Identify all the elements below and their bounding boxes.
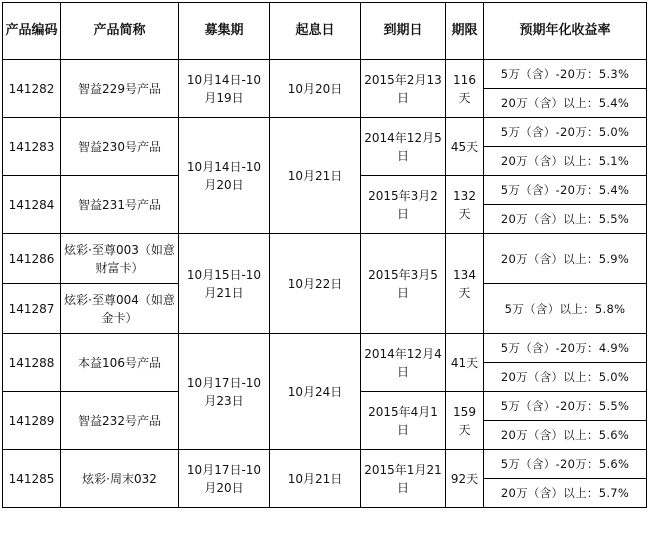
header-raise-period: 募集期	[179, 3, 270, 60]
rate-tier: 5万（含）-20万：5.0%	[484, 118, 647, 147]
term: 134天	[446, 234, 484, 334]
product-name: 炫彩·至尊003（如意财富卡）	[61, 234, 179, 284]
table-row	[3, 334, 647, 363]
product-code: 141284	[3, 176, 61, 234]
table-row	[3, 60, 647, 89]
table-row	[3, 450, 647, 479]
rate-tier: 20万（含）以上：5.9%	[484, 234, 647, 284]
due-date: 2015年2月13日	[361, 60, 446, 118]
start-date: 10月20日	[270, 60, 361, 118]
product-name: 智益229号产品	[61, 60, 179, 118]
raise-period: 10月17日-10月23日	[179, 334, 270, 450]
rate-tier: 5万（含）以上：5.8%	[484, 284, 647, 334]
due-date: 2015年4月1日	[361, 392, 446, 450]
raise-period: 10月14日-10月20日	[179, 118, 270, 234]
product-name: 智益231号产品	[61, 176, 179, 234]
term: 92天	[446, 450, 484, 508]
product-code: 141286	[3, 234, 61, 284]
start-date: 10月21日	[270, 450, 361, 508]
rate-tier: 20万（含）以上：5.4%	[484, 89, 647, 118]
due-date: 2015年3月5日	[361, 234, 446, 334]
rate-tier: 20万（含）以上：5.1%	[484, 147, 647, 176]
rate-tier: 5万（含）-20万：4.9%	[484, 334, 647, 363]
rate-tier: 20万（含）以上：5.0%	[484, 363, 647, 392]
product-code: 141289	[3, 392, 61, 450]
product-code: 141282	[3, 60, 61, 118]
start-date: 10月21日	[270, 118, 361, 234]
term: 45天	[446, 118, 484, 176]
rate-tier: 20万（含）以上：5.6%	[484, 421, 647, 450]
table-row	[3, 118, 647, 147]
product-name: 本益106号产品	[61, 334, 179, 392]
product-code: 141285	[3, 450, 61, 508]
header-row	[3, 3, 647, 60]
term: 116天	[446, 60, 484, 118]
raise-period: 10月15日-10月21日	[179, 234, 270, 334]
due-date: 2015年1月21日	[361, 450, 446, 508]
header-start-date: 起息日	[270, 3, 361, 60]
product-name: 智益232号产品	[61, 392, 179, 450]
header-code: 产品编码	[3, 3, 61, 60]
due-date: 2014年12月5日	[361, 118, 446, 176]
term: 132天	[446, 176, 484, 234]
term: 159天	[446, 392, 484, 450]
raise-period: 10月17日-10月20日	[179, 450, 270, 508]
product-name: 智益230号产品	[61, 118, 179, 176]
header-term: 期限	[446, 3, 484, 60]
table-row	[3, 234, 647, 284]
raise-period: 10月14日-10月19日	[179, 60, 270, 118]
rate-tier: 5万（含）-20万：5.5%	[484, 392, 647, 421]
start-date: 10月22日	[270, 234, 361, 334]
product-code: 141287	[3, 284, 61, 334]
due-date: 2014年12月4日	[361, 334, 446, 392]
product-code: 141288	[3, 334, 61, 392]
product-code: 141283	[3, 118, 61, 176]
rate-tier: 5万（含）-20万：5.4%	[484, 176, 647, 205]
header-due-date: 到期日	[361, 3, 446, 60]
product-name: 炫彩·周末032	[61, 450, 179, 508]
rate-tier: 20万（含）以上：5.7%	[484, 479, 647, 508]
product-table	[2, 2, 647, 508]
start-date: 10月24日	[270, 334, 361, 450]
header-name: 产品简称	[61, 3, 179, 60]
product-name: 炫彩·至尊004（如意金卡）	[61, 284, 179, 334]
term: 41天	[446, 334, 484, 392]
rate-tier: 20万（含）以上：5.5%	[484, 205, 647, 234]
rate-tier: 5万（含）-20万：5.3%	[484, 60, 647, 89]
rate-tier: 5万（含）-20万：5.6%	[484, 450, 647, 479]
header-rate: 预期年化收益率	[484, 3, 647, 60]
due-date: 2015年3月2日	[361, 176, 446, 234]
